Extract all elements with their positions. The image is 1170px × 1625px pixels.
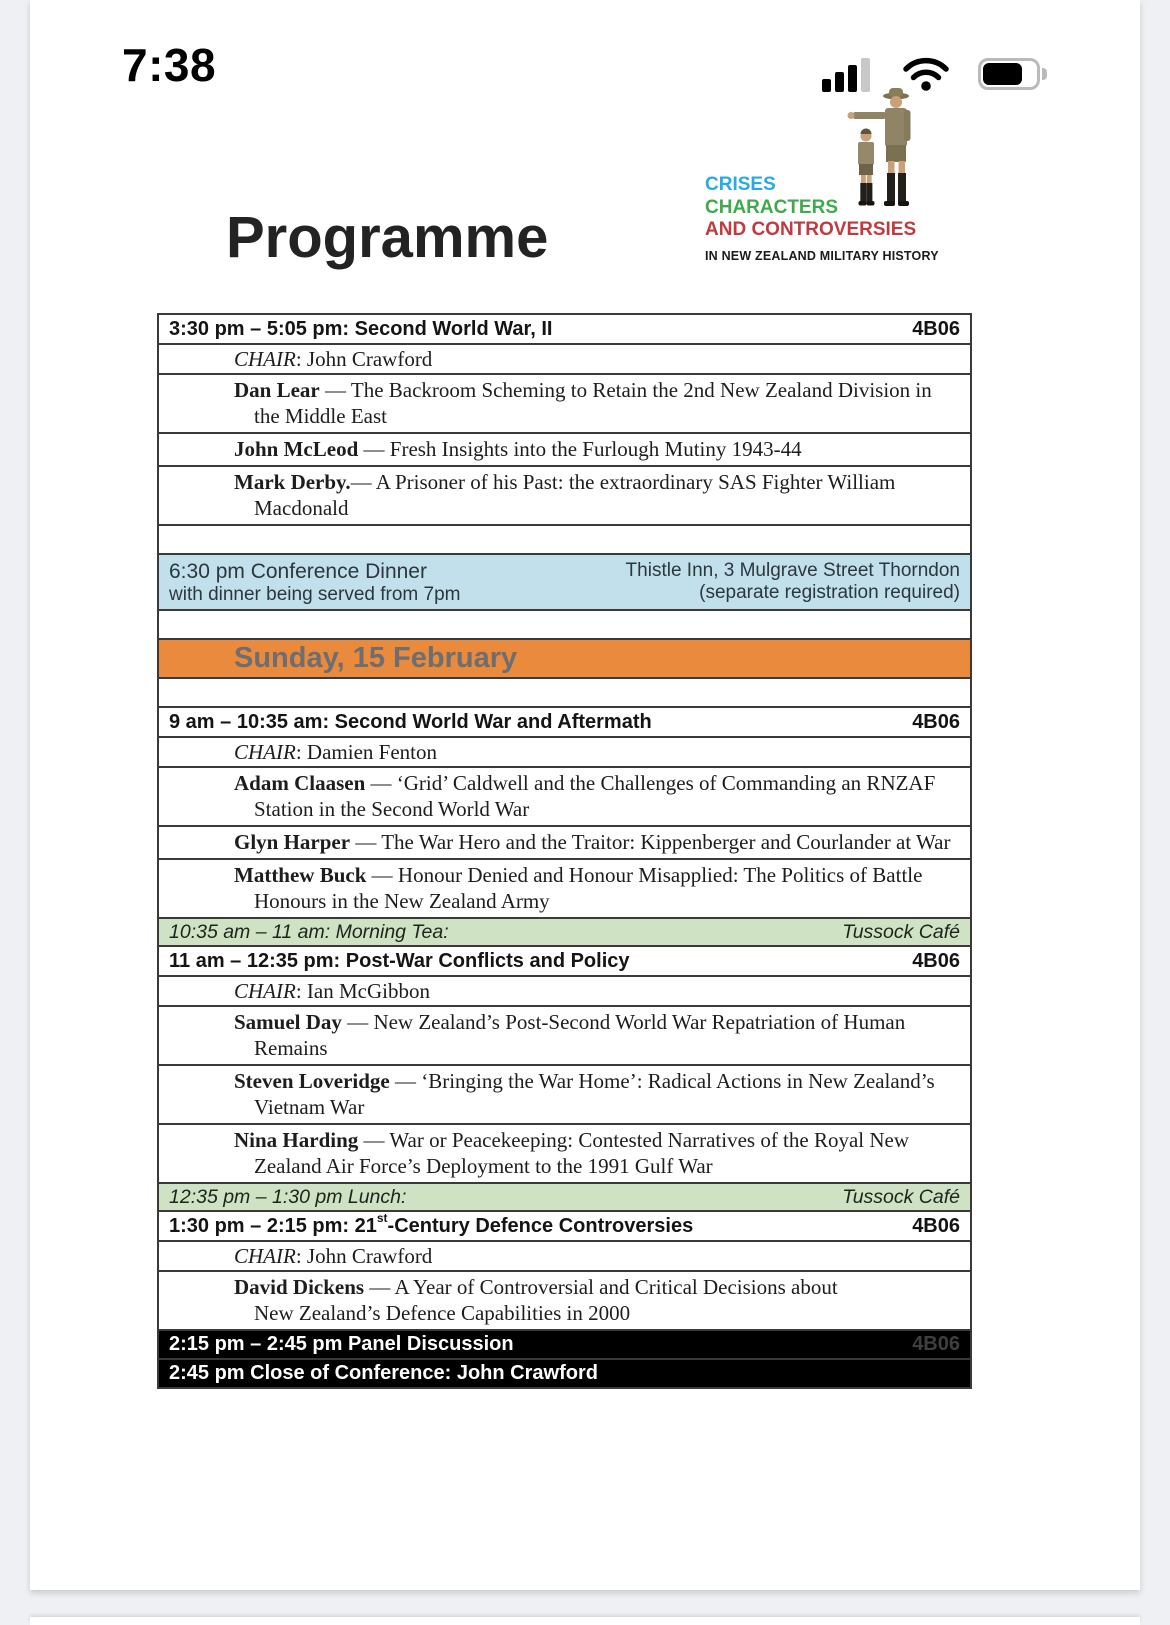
break-label: 10:35 am – 11 am: Morning Tea:	[169, 920, 449, 943]
speaker-name: Dan Lear	[234, 378, 320, 402]
speaker-name: Steven Loveridge	[234, 1069, 390, 1093]
paper-title: — A Year of Controversial and Critical Decisions about New Zealand’s Defence Capabilities in 2000	[254, 1275, 838, 1325]
session-header-row	[157, 945, 972, 977]
speaker-name: John McLeod	[234, 437, 359, 461]
logo-line-characters: CHARACTERS	[705, 196, 838, 218]
paper-row	[157, 766, 972, 827]
paper-title: — The Backroom Scheming to Retain the 2nd New Zealand Division in the Middle East	[254, 378, 932, 428]
break-venue: Tussock Café	[842, 920, 960, 943]
paper-row	[157, 1064, 972, 1125]
speaker-name: Matthew Buck	[234, 863, 367, 887]
chair-name: : John Crawford	[295, 1243, 433, 1268]
paper-row	[157, 432, 972, 467]
closing-label: 2:15 pm – 2:45 pm Panel Discussion	[169, 1333, 514, 1355]
paper-title: — War or Peacekeeping: Contested Narratives of the Royal New Zealand Air Force’s Deployment to the 1991 Gulf War	[254, 1128, 910, 1178]
day-banner-row	[157, 638, 972, 679]
chair-label: CHAIR	[234, 346, 296, 371]
break-row	[157, 1182, 972, 1212]
paper-title: — Fresh Insights into the Furlough Mutiny 1943-44	[358, 437, 802, 461]
room-badge: 4B06	[912, 710, 960, 733]
speaker-name: Nina Harding	[234, 1128, 359, 1152]
spacer-row	[157, 677, 972, 708]
session-header-row	[157, 1210, 972, 1242]
room-badge: 4B06	[912, 949, 960, 972]
page-title: Programme	[226, 205, 549, 270]
dinner-title: 6:30 pm Conference Dinner	[169, 560, 427, 583]
spacer-row	[157, 524, 972, 555]
next-page-edge	[30, 1617, 1140, 1625]
dinner-note: (separate registration required)	[699, 582, 960, 603]
chair-name: : Damien Fenton	[295, 739, 437, 764]
session-label: 9 am – 10:35 am: Second World War and Aftermath	[169, 710, 652, 733]
closing-label: 2:45 pm Close of Conference: John Crawford	[169, 1362, 598, 1384]
chair-name: : John Crawford	[295, 346, 433, 371]
paper-row	[157, 825, 972, 860]
paper-row	[157, 1123, 972, 1184]
session-label: 3:30 pm – 5:05 pm: Second World War, II	[169, 317, 553, 340]
paper-row	[157, 1270, 972, 1331]
session-header-row	[157, 313, 972, 345]
logo-line-controversies: AND CONTROVERSIES	[705, 219, 917, 240]
chair-text	[234, 740, 437, 765]
speaker-name: Mark Derby.	[234, 470, 351, 494]
paper-title: — ‘Bringing the War Home’: Radical Actions in New Zealand’s Vietnam War	[254, 1069, 935, 1119]
chair-text	[234, 347, 432, 372]
dinner-row	[157, 553, 972, 611]
closing-room: 4B06	[912, 1333, 960, 1355]
logo-line-subtitle: IN NEW ZEALAND MILITARY HISTORY	[705, 248, 939, 263]
chair-label: CHAIR	[234, 739, 296, 764]
session-label: 1:30 pm – 2:15 pm: 21st-Century Defence Controversies	[169, 1210, 694, 1237]
closing-row	[157, 1358, 972, 1389]
paper-title: — ‘Grid’ Caldwell and the Challenges of Commanding an RNZAF Station in the Second World War	[254, 771, 936, 821]
paper-title: — Honour Denied and Honour Misapplied: The Politics of Battle Honours in the New Zealand Army	[254, 863, 923, 913]
chair-row	[157, 736, 972, 768]
speaker-name: David Dickens	[234, 1275, 365, 1299]
document-page[interactable]	[30, 0, 1140, 1590]
room-badge: 4B06	[912, 1214, 960, 1237]
chair-label: CHAIR	[234, 978, 296, 1003]
paper-title: — The War Hero and the Traitor: Kippenberger and Courlander at War	[350, 830, 951, 854]
chair-row	[157, 343, 972, 375]
chair-text	[234, 1244, 432, 1269]
conference-logo	[705, 174, 939, 267]
speaker-name: Adam Claasen	[234, 771, 366, 795]
paper-row	[157, 465, 972, 526]
paper-row	[157, 373, 972, 434]
chair-text	[234, 979, 430, 1004]
dinner-subtitle: with dinner being served from 7pm	[169, 584, 461, 605]
paper-title: — A Prisoner of his Past: the extraordinary SAS Fighter William Macdonald	[254, 470, 896, 520]
chair-label: CHAIR	[234, 1243, 296, 1268]
break-row	[157, 917, 972, 947]
break-label: 12:35 pm – 1:30 pm Lunch:	[169, 1185, 407, 1208]
paper-row	[157, 1005, 972, 1066]
chair-name: : Ian McGibbon	[295, 978, 430, 1003]
room-badge: 4B06	[912, 317, 960, 340]
paper-title: — New Zealand’s Post-Second World War Repatriation of Human Remains	[254, 1010, 906, 1060]
break-venue: Tussock Café	[842, 1185, 960, 1208]
closing-row	[157, 1329, 972, 1360]
chair-row	[157, 1240, 972, 1272]
battery-icon	[978, 58, 1050, 90]
speaker-name: Samuel Day	[234, 1010, 342, 1034]
dinner-venue: Thistle Inn, 3 Mulgrave Street Thorndon	[625, 560, 960, 581]
day-label: Sunday, 15 February	[234, 642, 518, 674]
status-time: 7:38	[122, 39, 217, 91]
session-header-row	[157, 706, 972, 738]
programme-table	[157, 313, 972, 1389]
paper-row	[157, 858, 972, 919]
logo-line-crises: CRISES	[705, 174, 776, 195]
speaker-name: Glyn Harper	[234, 830, 351, 854]
spacer-row	[157, 609, 972, 640]
session-label: 11 am – 12:35 pm: Post-War Conflicts and Policy	[169, 949, 630, 972]
chair-row	[157, 975, 972, 1007]
